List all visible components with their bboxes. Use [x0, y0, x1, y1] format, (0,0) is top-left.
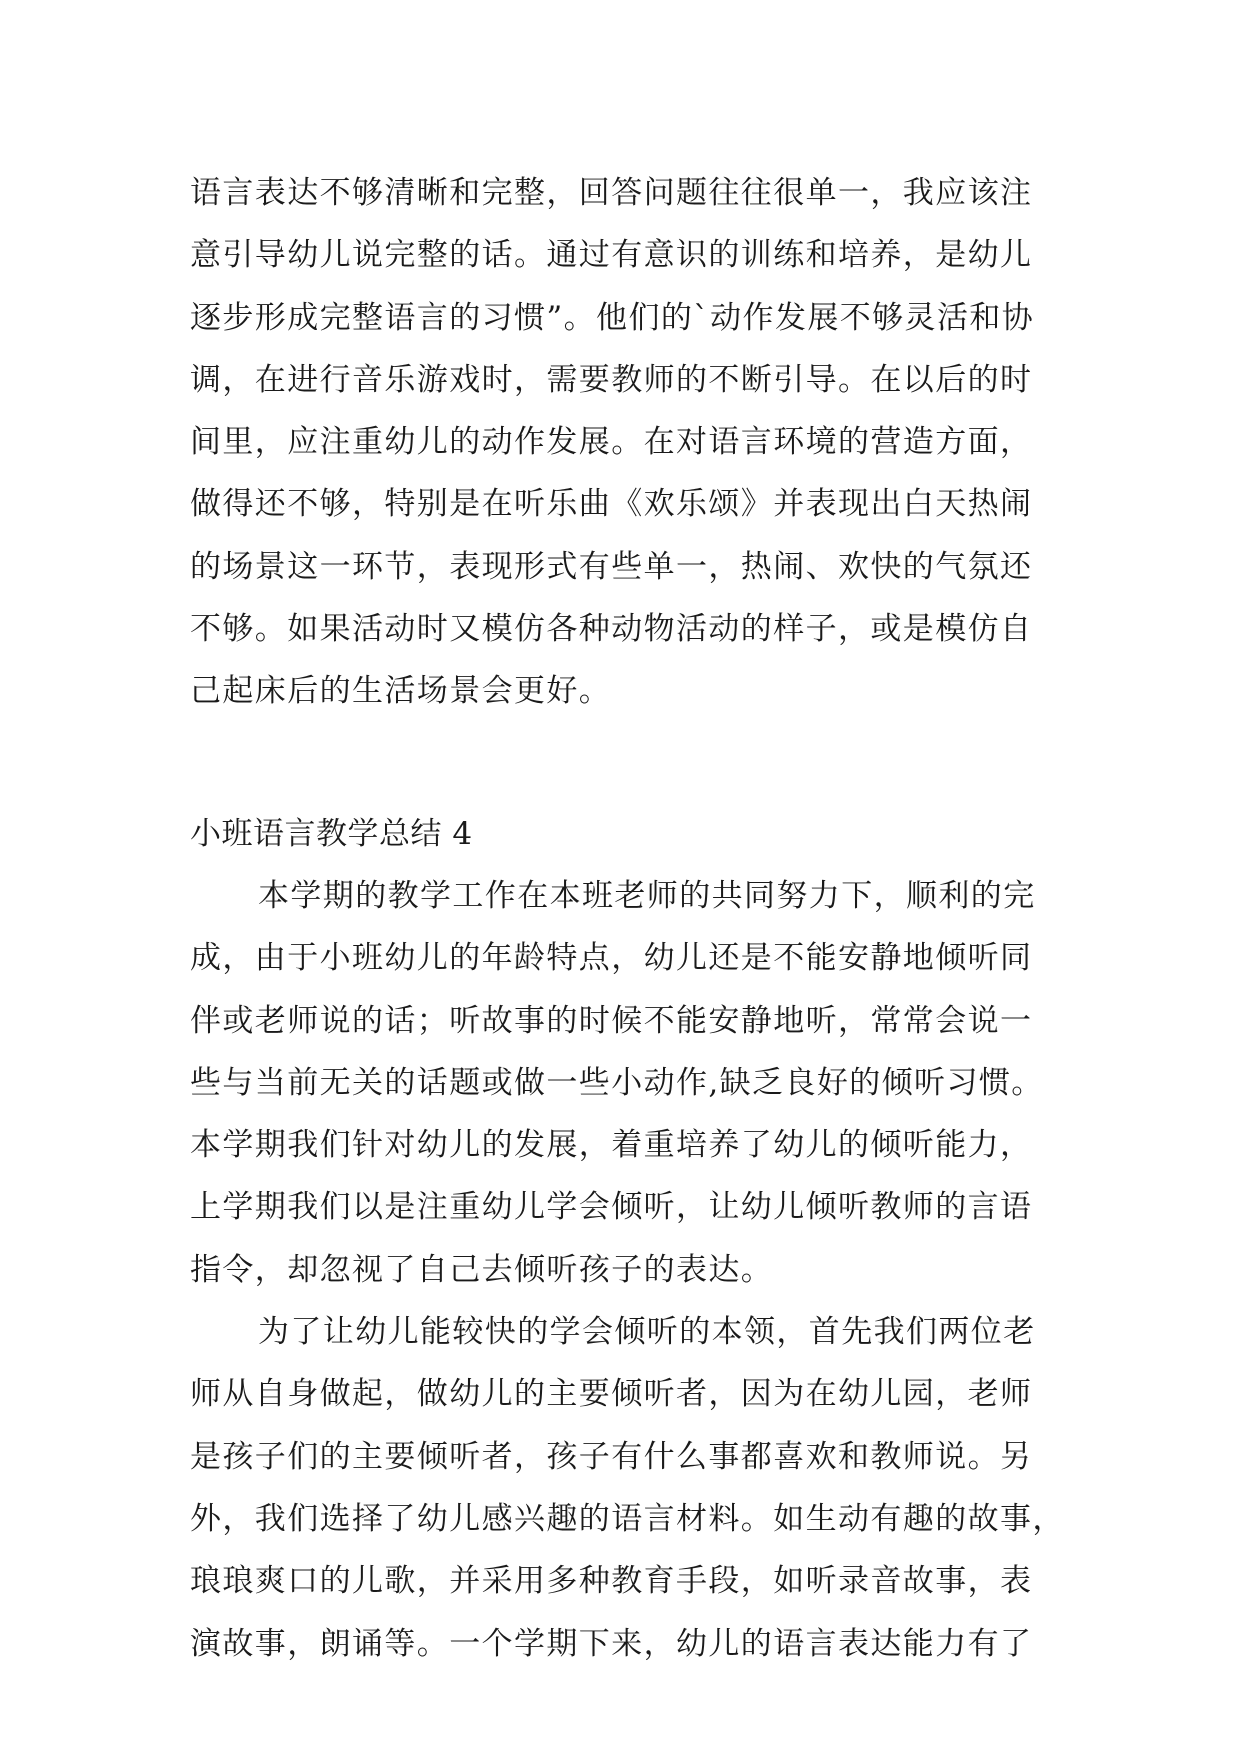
text-line: 己起床后的生活场景会更好。 [190, 673, 612, 710]
text-line: 些与当前无关的话题或做一些小动作,缺乏良好的倾听习惯。 [190, 1064, 1044, 1101]
text-line: 本学期我们针对幼儿的发展，着重培养了幼儿的倾听能力， [190, 1127, 1033, 1164]
text-line: 不够。如果活动时又模仿各种动物活动的样子，或是模仿自 [190, 611, 1033, 648]
text-line: 间里，应注重幼儿的动作发展。在对语言环境的营造方面， [190, 424, 1033, 461]
text-line: 调，在进行音乐游戏时，需要教师的不断引导。在以后的时 [190, 361, 1033, 398]
text-line: 师从自身做起，做幼儿的主要倾听者，因为在幼儿园，老师 [190, 1376, 1033, 1413]
text-line: 的场景这一环节，表现形式有些单一，热闹、欢快的气氛还 [190, 548, 1033, 585]
document-body [190, 162, 1065, 1675]
paragraph-1 [190, 865, 1055, 1301]
text-line: 上学期我们以是注重幼儿学会倾听，让幼儿倾听教师的言语 [190, 1189, 1033, 1226]
text-line: 是孩子们的主要倾听者，孩子有什么事都喜欢和教师说。另 [190, 1438, 1033, 1475]
text-line: 指令，却忽视了自己去倾听孩子的表达。 [190, 1251, 774, 1288]
text-line: 演故事，朗诵等。一个学期下来，幼儿的语言表达能力有了 [190, 1625, 1033, 1662]
text-line: 语言表达不够清晰和完整，回答问题往往很单一，我应该注 [190, 175, 1033, 211]
text-line: 逐步形成完整语言的习惯”。他们的`动作发展不够灵活和协 [190, 299, 1035, 336]
text-line: 本学期的教学工作在本班老师的共同努力下，顺利的完 [258, 877, 1036, 914]
text-line: 成，由于小班幼儿的年龄特点，幼儿还是不能安静地倾听同 [190, 940, 1033, 977]
text-line: 伴或老师说的话；听故事的时候不能安静地听，常常会说一 [190, 1002, 1033, 1039]
text-line: 外，我们选择了幼儿感兴趣的语言材料。如生动有趣的故事， [190, 1500, 1065, 1537]
section-title: 小班语言教学总结 4 [190, 815, 473, 852]
text-line: 琅琅爽口的儿歌，并采用多种教育手段，如听录音故事，表 [190, 1563, 1033, 1600]
text-line: 做得还不够，特别是在听乐曲《欢乐颂》并表现出白天热闹 [190, 486, 1033, 523]
paragraph-2 [190, 1301, 1065, 1675]
text-line: 为了让幼儿能较快的学会倾听的本领，首先我们两位老 [258, 1314, 1036, 1351]
text-line: 意引导幼儿说完整的话。通过有意识的训练和培养，是幼儿 [190, 237, 1033, 274]
paragraph-continued [190, 162, 1055, 723]
